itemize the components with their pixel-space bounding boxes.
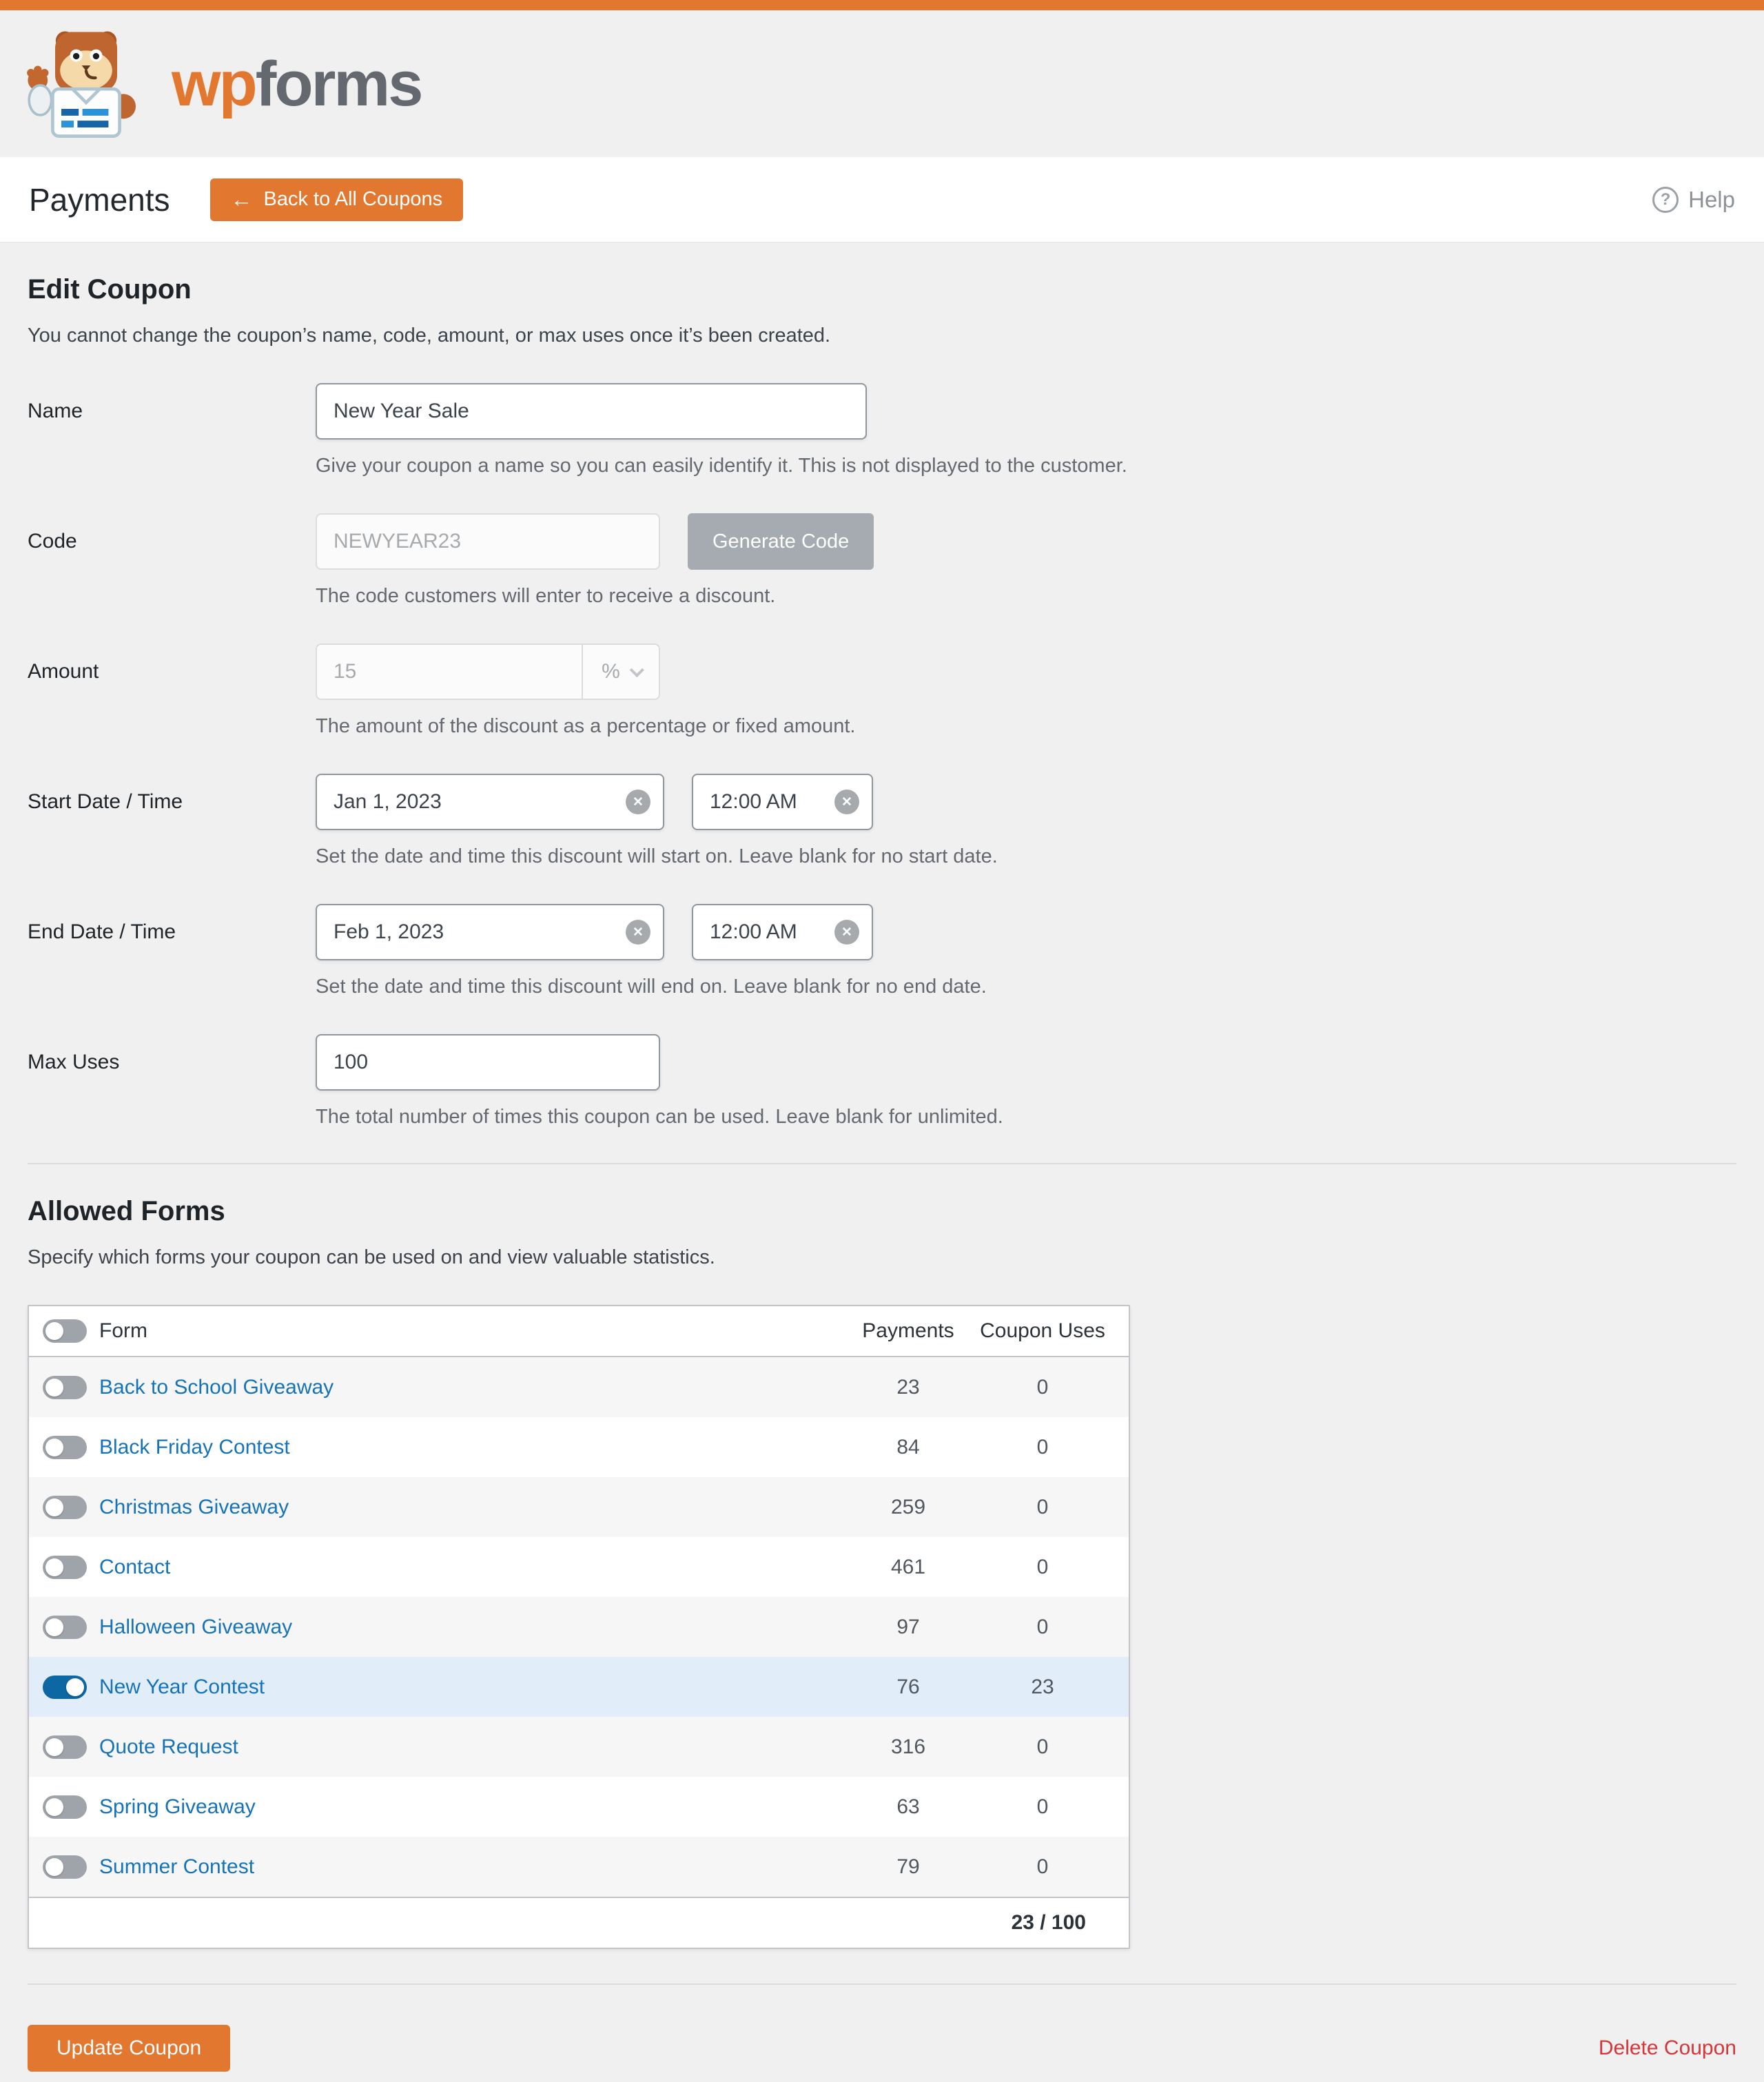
- start-help-text: Set the date and time this discount will start on. Leave blank for no start date.: [316, 845, 998, 867]
- payments-count: 76: [896, 1675, 920, 1698]
- wpforms-logo: [172, 48, 422, 119]
- allowed-forms-heading: Allowed Forms: [28, 1196, 225, 1226]
- table-row: [29, 1837, 1129, 1897]
- max-uses-input[interactable]: [316, 1034, 660, 1091]
- back-button-label: Back to All Coupons: [263, 188, 443, 210]
- end-help-text: Set the date and time this discount will end on. Leave blank for no end date.: [316, 976, 987, 998]
- back-to-all-coupons-button[interactable]: [210, 178, 464, 221]
- start-field-row: [28, 774, 1736, 868]
- table-row: [29, 1777, 1129, 1837]
- form-link[interactable]: Back to School Giveaway: [99, 1375, 334, 1399]
- help-link[interactable]: [1652, 187, 1735, 213]
- payments-count: 259: [890, 1495, 926, 1518]
- help-question-icon: ?: [1652, 187, 1679, 213]
- form-toggle[interactable]: [43, 1795, 87, 1819]
- coupon-uses-count: 0: [1036, 1375, 1049, 1399]
- amount-unit-value: %: [602, 660, 620, 683]
- amount-label: Amount: [28, 660, 99, 683]
- form-column-header: Form: [99, 1319, 147, 1342]
- form-toggle[interactable]: [43, 1556, 87, 1579]
- allowed-forms-description: Specify which forms your coupon can be used on and view valuable statistics.: [28, 1246, 715, 1268]
- toggle-all-forms[interactable]: [43, 1319, 87, 1343]
- max-uses-label: Max Uses: [28, 1051, 120, 1073]
- toggle-knob: [66, 1678, 84, 1696]
- wpforms-mascot-icon: [24, 22, 148, 146]
- form-link[interactable]: Spring Giveaway: [99, 1795, 256, 1818]
- toggle-knob: [45, 1322, 63, 1340]
- toggle-knob: [45, 1439, 63, 1456]
- toggle-knob: [45, 1498, 63, 1516]
- form-link[interactable]: Summer Contest: [99, 1855, 255, 1878]
- form-toggle[interactable]: [43, 1855, 87, 1879]
- code-label: Code: [28, 530, 77, 553]
- form-link[interactable]: Christmas Giveaway: [99, 1495, 289, 1518]
- form-toggle[interactable]: [43, 1496, 87, 1519]
- coupon-uses-count: 0: [1036, 1495, 1049, 1518]
- coupon-uses-count: 0: [1036, 1855, 1049, 1878]
- toggle-knob: [45, 1738, 63, 1756]
- max-uses-field-row: [28, 1034, 1736, 1128]
- name-input[interactable]: [316, 383, 867, 440]
- coupon-uses-count: 0: [1036, 1615, 1049, 1638]
- bottom-divider: [28, 1983, 1736, 1985]
- coupon-uses-count: 0: [1036, 1795, 1049, 1818]
- amount-field-row: [28, 643, 1736, 738]
- logo-wp-text: wp: [172, 48, 256, 119]
- name-help-text: Give your coupon a name so you can easily identify it. This is not displayed to the customer.: [316, 455, 1127, 477]
- table-row-selected: [29, 1657, 1129, 1717]
- code-field-row: [28, 513, 1736, 608]
- start-label: Start Date / Time: [28, 790, 183, 813]
- clear-end-time-icon[interactable]: ✕: [834, 920, 859, 945]
- form-link[interactable]: Contact: [99, 1555, 171, 1578]
- coupon-uses-total: 23 / 100: [1011, 1911, 1086, 1934]
- update-coupon-button[interactable]: Update Coupon: [28, 2025, 230, 2072]
- max-uses-help-text: The total number of times this coupon can be used. Leave blank for unlimited.: [316, 1106, 1003, 1128]
- edit-coupon-description: You cannot change the coupon’s name, code, amount, or max uses once it’s been created.: [28, 324, 831, 347]
- toggle-knob: [45, 1858, 63, 1876]
- code-help-text: The code customers will enter to receive a discount.: [316, 585, 776, 607]
- generate-code-button: Generate Code: [688, 513, 874, 570]
- edit-coupon-heading: Edit Coupon: [28, 274, 192, 305]
- table-row: [29, 1537, 1129, 1597]
- clear-end-date-icon[interactable]: ✕: [626, 920, 650, 945]
- code-input: [316, 513, 660, 570]
- table-body: [29, 1357, 1129, 1897]
- payments-count: 84: [896, 1435, 920, 1459]
- payments-count: 63: [896, 1795, 920, 1818]
- amount-help-text: The amount of the discount as a percentage or fixed amount.: [316, 715, 856, 737]
- coupon-uses-column-header: Coupon Uses: [980, 1319, 1105, 1342]
- table-header-row: [29, 1306, 1129, 1357]
- payments-count: 461: [890, 1555, 926, 1578]
- table-row: [29, 1717, 1129, 1777]
- main-content: [0, 274, 1764, 2072]
- start-date-input[interactable]: [316, 774, 664, 830]
- coupon-uses-count: 0: [1036, 1435, 1049, 1459]
- payments-column-header: Payments: [862, 1319, 954, 1342]
- logo-forms-text: forms: [255, 48, 422, 119]
- name-field-row: [28, 383, 1736, 477]
- form-toggle[interactable]: [43, 1436, 87, 1459]
- section-divider: [28, 1163, 1736, 1164]
- form-link[interactable]: New Year Contest: [99, 1675, 265, 1698]
- coupon-uses-count: 0: [1036, 1735, 1049, 1758]
- back-arrow-icon: ←: [230, 187, 253, 212]
- chevron-down-icon: [630, 663, 644, 677]
- form-toggle[interactable]: [43, 1676, 87, 1699]
- page-header-bar: [0, 157, 1764, 243]
- payments-count: 79: [896, 1855, 920, 1878]
- toggle-knob: [45, 1558, 63, 1576]
- payments-count: 23: [896, 1375, 920, 1399]
- toggle-knob: [45, 1379, 63, 1396]
- table-footer-row: [29, 1897, 1129, 1948]
- table-row: [29, 1597, 1129, 1657]
- table-row: [29, 1357, 1129, 1417]
- table-row: [29, 1417, 1129, 1477]
- top-accent-bar: [0, 0, 1764, 10]
- clear-start-time-icon[interactable]: ✕: [834, 790, 859, 814]
- form-link[interactable]: Black Friday Contest: [99, 1435, 290, 1459]
- coupon-uses-count: 0: [1036, 1555, 1049, 1578]
- form-link[interactable]: Halloween Giveaway: [99, 1615, 293, 1638]
- form-toggle[interactable]: [43, 1735, 87, 1759]
- allowed-forms-table: [28, 1305, 1130, 1949]
- help-label: Help: [1688, 186, 1735, 212]
- end-date-input[interactable]: [316, 904, 664, 960]
- form-toggle[interactable]: [43, 1616, 87, 1639]
- coupon-uses-count: 23: [1031, 1675, 1054, 1698]
- name-label: Name: [28, 400, 83, 422]
- brand-header: [0, 10, 1764, 157]
- payments-count: 97: [896, 1615, 920, 1638]
- amount-unit-select: [582, 645, 659, 699]
- end-label: End Date / Time: [28, 920, 176, 943]
- page-title: Payments: [29, 181, 170, 218]
- clear-start-date-icon[interactable]: ✕: [626, 790, 650, 814]
- form-link[interactable]: Quote Request: [99, 1735, 238, 1758]
- delete-coupon-link[interactable]: Delete Coupon: [1598, 2037, 1736, 2059]
- toggle-knob: [45, 1798, 63, 1816]
- form-toggle[interactable]: [43, 1376, 87, 1399]
- payments-count: 316: [890, 1735, 926, 1758]
- amount-input: 15: [334, 660, 357, 683]
- table-row: [29, 1477, 1129, 1537]
- amount-input-group: [316, 643, 660, 700]
- end-field-row: [28, 904, 1736, 998]
- form-actions: [28, 2025, 1736, 2072]
- toggle-knob: [45, 1618, 63, 1636]
